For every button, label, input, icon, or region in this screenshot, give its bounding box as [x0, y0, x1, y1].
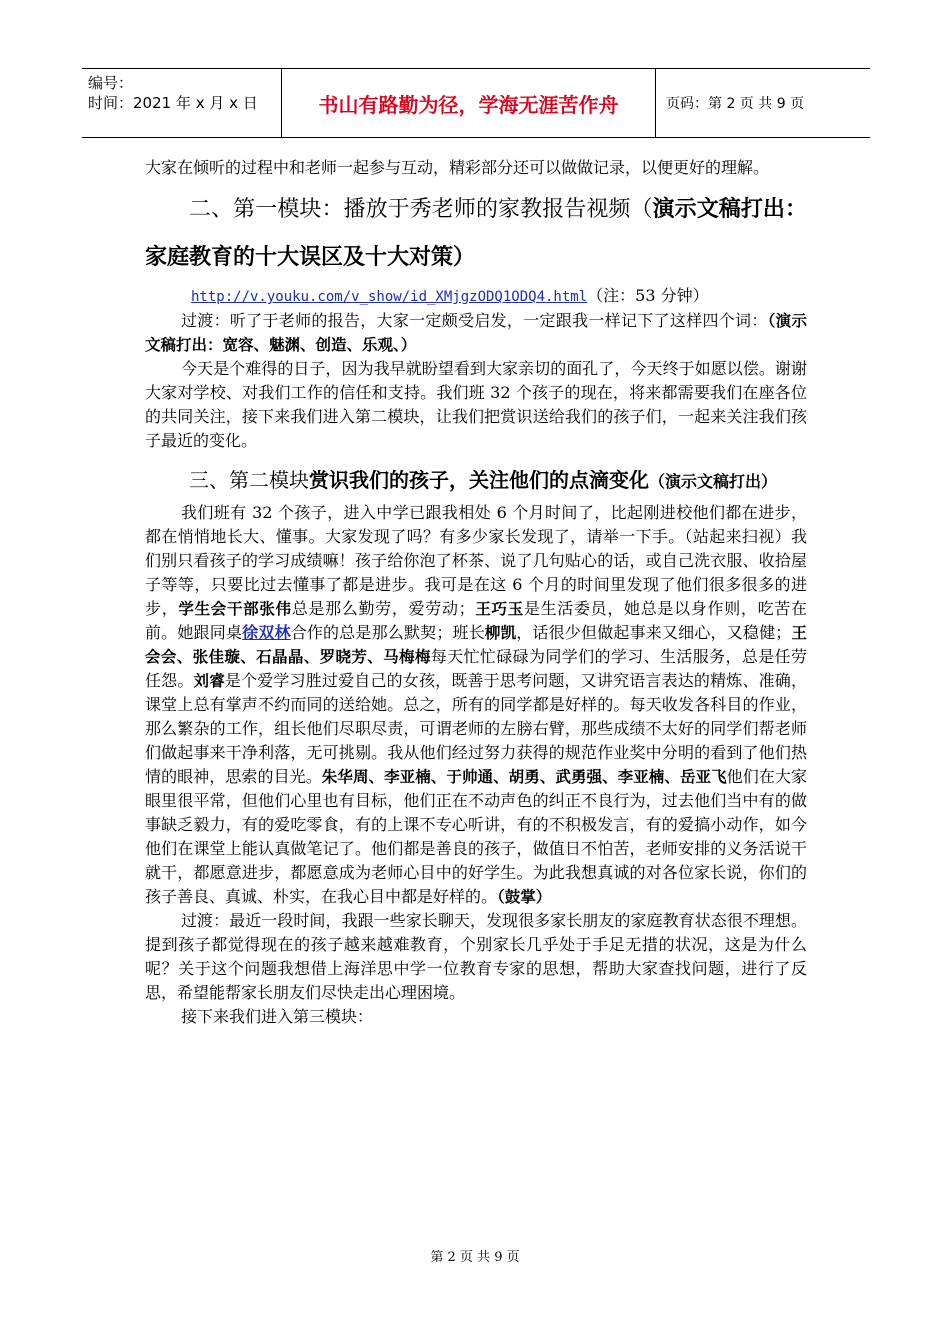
- students-paragraph: [145, 501, 807, 909]
- header-motto: 书山有路勤为径，学海无涯苦作舟: [282, 69, 656, 137]
- students-text-1: 我们班有 32 个孩子，进入中学已跟我相处 6 个月时间了，比起刚进校他们都在进步，都在悄悄地长大、懂事。大家发现了吗？有多少家长发现了，请举一下手。（站起来扫视）我们别只看孩子的学习成绩嘛！孩子给你泡了杯茶、说了几句贴心的话，或自己洗衣服、收拾屋子等等，只要比过去懂事了都是进步。我可是在这 6 个月的时间里发现了他们很多很多的进步，: [145, 503, 807, 618]
- transition-1-text: 过渡：听了于老师的报告，大家一定颇受启发，一定跟我一样记下了这样四个词：: [181, 311, 768, 330]
- students-text-8: 他们在大家眼里很平常，但他们心里也有目标，他们正在不动声色的纠正不良行为，过去他们当中有的做事缺乏毅力，有的爱吃零食，有的上课不专心听讲，有的不积极发言，有的爱搞小动作，如今他们在课堂上能认真做笔记了。他们都是善良的孩子，做值日不怕苦，老师安排的义务活说干就干，都愿意进步，都愿意成为老师心目中的好学生。为此我想真诚的对各位家长说，你们的孩子善良、真诚、朴实，在我心目中都是好样的。: [145, 767, 807, 906]
- student-names-group-1: 王会会、张佳璇、石晶晶、罗晓芳、马梅梅: [145, 624, 807, 666]
- student-name-1: 学生会干部张伟: [178, 600, 292, 618]
- students-text-4: 合作的总是那么默契；班长: [290, 623, 485, 642]
- page-footer: 第 2 页 共 9 页: [430, 1250, 520, 1265]
- next-module-paragraph: 接下来我们进入第三模块：: [181, 1007, 374, 1026]
- header-table: [82, 68, 870, 138]
- student-name-3: 柳凯: [484, 624, 517, 642]
- code-label: 编号：: [88, 74, 134, 92]
- students-text-2: 总是那么勤劳，爱劳动；: [291, 599, 475, 618]
- student-name-link[interactable]: 徐双林: [242, 623, 291, 642]
- transition-paragraph-1: [145, 309, 807, 357]
- transition-1-bold: （演示文稿打出：宽容、魅渊、创造、乐观、）: [145, 312, 807, 354]
- heading-3-part3: （演示文稿打出）: [649, 472, 778, 491]
- students-text-7: 是个爱学习胜过爱自己的女孩，既善于思考问题，又讲究语言表达的精炼、准确，课堂上总有掌声不约而同的送给她。总之，所有的同学都是好样的。每天收发各科目的作业，那么繁杂的工作，组长他们尽职尽责，可谓老师的左膀右臂，那些成绩不太好的同学们帮老师们做起事来干净利落，无可挑剔。我从他们经过努力获得的规范作业奖中分明的看到了他们热情的眼神，思索的目光。: [145, 671, 807, 786]
- heading-2-part1: 二、第一模块：播放于秀老师的家教报告视频（: [189, 197, 653, 222]
- heading-2-part2: 演示文稿打出：家庭教育的十大误区及十大对策）: [145, 197, 807, 270]
- section-heading-3: [145, 461, 807, 501]
- today-paragraph: 今天是个难得的日子，因为我早就盼望看到大家亲切的面孔了，今天终于如愿以偿。谢谢大家对学校、对我们工作的信任和支持。我们班 32 个孩子的现在，将来都需要我们在座各位的共同关注，接下来我们进入第二模块，让我们把赏识送给我们的孩子们，一起来关注我们孩子最近的变化。: [145, 359, 807, 450]
- document-body: [145, 156, 807, 1029]
- student-name-4: 刘睿: [193, 672, 225, 690]
- transition-paragraph-2: 过渡：最近一段时间，我跟一些家长聊天，发现很多家长朋友的家庭教育状态很不理想。提到孩子都觉得现在的孩子越来越难教育，个别家长几乎处于手足无措的状况，这是为什么呢？关于这个问题我想借上海洋思中学一位教育专家的思想，帮助大家查找问题，进行了反思，希望能帮家长朋友们尽快走出心理困境。: [145, 911, 807, 1002]
- student-names-group-2: 朱华周、李亚楠、于帅通、胡勇、武勇强、李亚楠、岳亚飞: [321, 768, 727, 786]
- video-url-line: [145, 284, 807, 309]
- students-text-5: ，话很少但做起事来又细心，又稳健；: [516, 623, 792, 642]
- students-text-3: 是生活委员，她总是以身作则，吃苦在前。她跟同桌: [145, 599, 807, 642]
- section-heading-2: [145, 186, 807, 282]
- heading-3-part2: 赏识我们的孩子，关注他们的点滴变化: [309, 468, 649, 492]
- video-duration-note: （注：53 分钟）: [587, 286, 709, 305]
- student-name-2: 王巧玉: [474, 600, 524, 618]
- applause-note: （鼓掌）: [497, 888, 552, 906]
- video-link[interactable]: http://v.youku.com/v_show/id_XMjgzODQ1ODQ4.html: [191, 289, 588, 305]
- students-text-6: 每天忙忙碌碌为同学们的学习、生活服务，总是任劳任怨。: [145, 647, 807, 690]
- heading-3-part1: 三、第二模块: [189, 468, 309, 492]
- date-label: 时间：2021 年 x 月 x 日: [88, 94, 258, 112]
- header-page-info: 页码：第 2 页 共 9 页: [666, 96, 805, 112]
- header-meta: [82, 69, 282, 137]
- intro-paragraph: 大家在倾听的过程中和老师一起参与互动，精彩部分还可以做做记录，以便更好的理解。: [145, 158, 770, 177]
